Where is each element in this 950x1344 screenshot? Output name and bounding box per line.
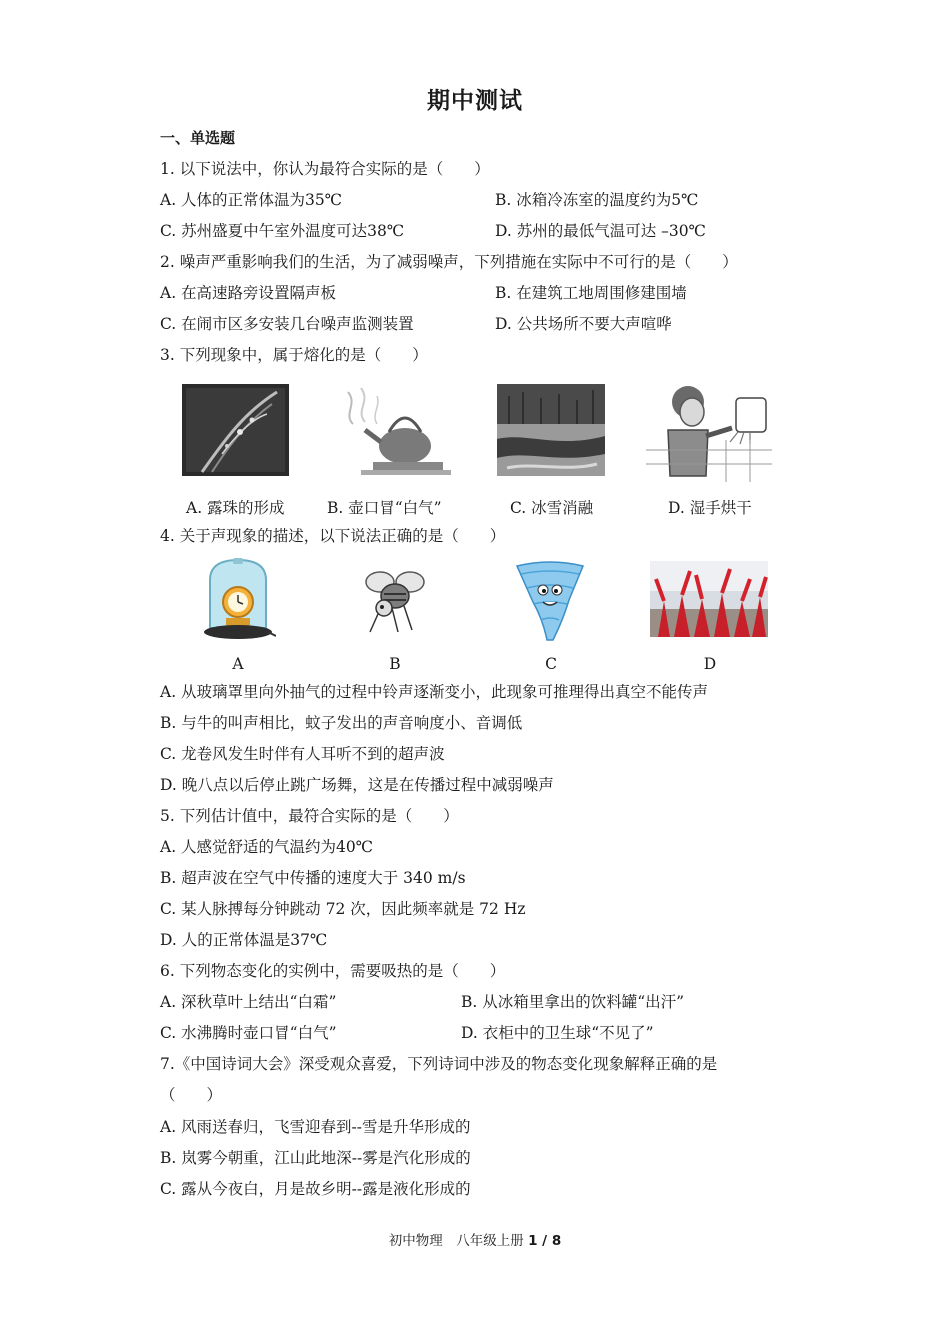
q1-stem: 1. 以下说法中，你认为最符合实际的是（ ） [160,160,490,178]
q4-label-c: C [545,655,557,673]
q5-option-d: D. 人的正常体温是37℃ [160,931,328,949]
q3-stem: 3. 下列现象中，属于熔化的是（ ） [160,346,428,364]
kettle-steam-image [333,384,453,479]
q4-option-b: B. 与牛的叫声相比，蚊子发出的声音响度小、音调低 [160,714,523,732]
page-footer [0,1229,950,1249]
q7-option-c: C. 露从今夜白，月是故乡明--露是液化形成的 [160,1180,471,1198]
q6-option-a: A. 深秋草叶上结出“白霜” [160,993,337,1011]
q4-label-d: D [703,655,717,673]
section-heading: 一、单选题 [160,129,236,147]
q2-stem: 2. 噪声严重影响我们的生活，为了减弱噪声，下列措施在实际中不可行的是（ ） [160,253,738,271]
q1-option-b: B. 冰箱冷冻室的温度约为5℃ [495,191,699,209]
q2-option-c: C. 在闹市区多安装几台噪声监测装置 [160,315,414,333]
q1-option-c: C. 苏州盛夏中午室外温度可达38℃ [160,222,405,240]
mosquito-image [362,566,428,636]
tornado-image [513,560,587,644]
q2-option-a: A. 在高速路旁设置隔声板 [160,284,337,302]
q4-label-b: B [389,655,401,673]
q2-option-d: D. 公共场所不要大声喧哗 [495,315,672,333]
q2-option-b: B. 在建筑工地周围修建围墙 [495,284,687,302]
footer-total-pages: 8 [551,1233,562,1249]
bell-jar-image [200,558,276,644]
q5-option-c: C. 某人脉搏每分钟跳动 72 次，因此频率就是 72 Hz [160,900,526,918]
footer-separator: / [537,1233,552,1249]
q6-option-c: C. 水沸腾时壶口冒“白气” [160,1024,337,1042]
footer-page-number: 1 [528,1233,538,1249]
q7-stem: 7.《中国诗词大会》深受观众喜爱，下列诗词中涉及的物态变化现象解释正确的是 [160,1055,718,1073]
q4-option-c: C. 龙卷风发生时伴有人耳听不到的超声波 [160,745,445,763]
page-title: 期中测试 [427,88,523,114]
q6-option-b: B. 从冰箱里拿出的饮料罐“出汗” [461,993,685,1011]
q6-option-d: D. 衣柜中的卫生球“不见了” [461,1024,654,1042]
footer-text: 初中物理 八年级上册 [388,1233,529,1249]
q3-caption-a: A. 露珠的形成 [186,499,285,517]
q6-stem: 6. 下列物态变化的实例中，需要吸热的是（ ） [160,962,506,980]
q4-option-a: A. 从玻璃罩里向外抽气的过程中铃声逐渐变小，此现象可推理得出真空不能传声 [160,683,709,701]
dew-photo-image [182,384,289,476]
q3-caption-b: B. 壶口冒“白气” [327,499,442,517]
ice-melting-image [497,384,605,476]
q3-caption-d: D. 湿手烘干 [668,499,752,517]
q1-option-a: A. 人体的正常体温为35℃ [160,191,343,209]
q4-stem: 4. 关于声现象的描述，以下说法正确的是（ ） [160,527,506,545]
q4-option-d: D. 晚八点以后停止跳广场舞，这是在传播过程中减弱噪声 [160,776,554,794]
q3-caption-c: C. 冰雪消融 [510,499,594,517]
q5-option-a: A. 人感觉舒适的气温约为40℃ [160,838,374,856]
q4-label-a: A [232,655,244,673]
q7-option-b: B. 岚雾今朝重，江山此地深--雾是汽化形成的 [160,1149,471,1167]
q7-stem-bracket: （ ） [160,1086,223,1104]
square-dance-image [650,561,768,637]
q1-option-d: D. 苏州的最低气温可达 –30℃ [495,222,706,240]
hand-dryer-image [646,380,772,482]
q7-option-a: A. 风雨送春归，飞雪迎春到--雪是升华形成的 [160,1118,471,1136]
q5-stem: 5. 下列估计值中，最符合实际的是（ ） [160,807,459,825]
q5-option-b: B. 超声波在空气中传播的速度大于 340 m/s [160,869,466,887]
